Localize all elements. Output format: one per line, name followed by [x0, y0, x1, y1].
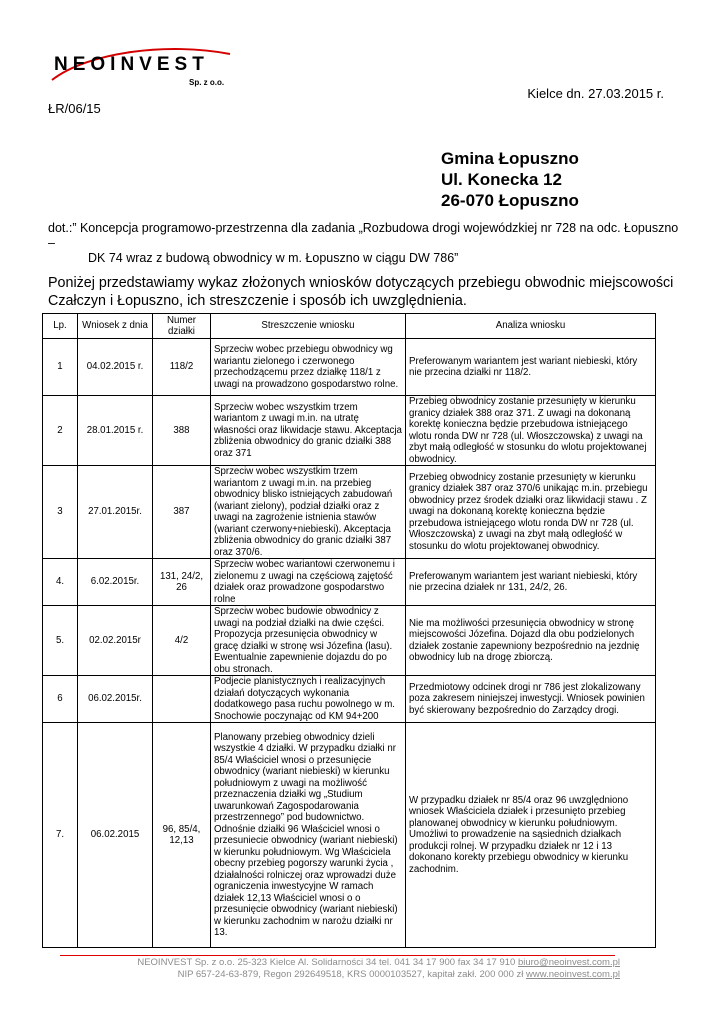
footer — [60, 957, 620, 981]
row-lp: 1 — [43, 339, 78, 396]
row-parcel: 388 — [153, 396, 211, 466]
row-summary: Planowany przebieg obwodnicy dzieli wszystkie 4 działki. W przypadku działki nr 85/4 Właściciel wnosi o przesunięcie obwodnicy (wariant niebieski) w kierunku południowym z uwagi na możliwość przeznaczenia działki wg „Studium uwarunkowań Zagospodarowania przestrzennego” pod budownictwo. Odnośnie działki 96 Właściciel wnosi o przesuniecie obwodnicy (wariant niebieski) w kierunku południowym. Wg Właściciela obecny przebieg pogorszy warunki życia , działalności rolniczej oraz wprowadzi duże ograniczenia inwestycyjne W ramach działek 12,13 Właściciel wnosi o o przesunięcie obwodnicy (wariant niebieski) w kierunku zachodnim w narożu działki nr 13. — [211, 723, 406, 948]
row-parcel: 96, 85/4, 12,13 — [153, 723, 211, 948]
footer-line-1 — [60, 957, 620, 969]
row-date: 28.01.2015 r. — [78, 396, 153, 466]
intro-paragraph: Poniżej przedstawiamy wykaz złożonych wniosków dotyczących przebiegu obwodnic miejscowości Czałczyn i Łopuszno, ich streszczenie i sposób ich uwzględnienia. — [48, 275, 674, 309]
header-date: Wniosek z dnia — [78, 314, 153, 339]
row-lp: 2 — [43, 396, 78, 466]
row-analysis: Przedmiotowy odcinek drogi nr 786 jest zlokalizowany poza zakresem niniejszej inwestycji. Wniosek powinien być skierowany bezpośrednio do Zarządcy drogi. — [406, 676, 656, 723]
row-summary: Sprzeciw wobec wszystkim trzem wariantom z uwagi m.in. na przebieg obwodnicy blisko istniejących zabudowań (wariant zielony), podział działki oraz z uwagi na zagrożenie istnienia stawów (wariant czerwony+niebieski). Akceptacja zbliżenia obwodnicy do granic działki 387 oraz 370/6. — [211, 466, 406, 559]
row-lp: 6 — [43, 676, 78, 723]
footer-email-link[interactable]: biuro@neoinvest.com.pl — [517, 957, 620, 968]
row-date: 04.02.2015 r. — [78, 339, 153, 396]
row-analysis: Nie ma możliwości przesunięcia obwodnicy w stronę miejscowości Józefina. Dojazd dla obu podzielonych działek zostanie zapewniony bezpośrednio na jezdnię obwodnicy lub na drogę zbiorczą. — [406, 606, 656, 676]
row-lp: 3 — [43, 466, 78, 559]
addressee-name: Gmina Łopuszno — [441, 149, 579, 168]
logo-legal-form: Sp. z o.o. — [189, 78, 225, 87]
table-row — [43, 559, 656, 606]
row-summary: Sprzeciw wobec wszystkim trzem wariantom z uwagi m.in. na utratę własności oraz likwidacje stawu. Akceptacja zbliżenia obwodnicy do granic działki 388 oraz 371 — [211, 396, 406, 466]
table-header-row — [43, 314, 656, 339]
header-lp: Lp. — [43, 314, 78, 339]
subject-line — [48, 221, 688, 266]
subject-line-2: DK 74 wraz z budową obwodnicy w m. Łopuszno w ciągu DW 786” — [88, 251, 459, 265]
row-summary: Sprzeciw wobec przebiegu obwodnicy wg wariantu zielonego i czerwonego przechodzącemu przez działkę 118/1 z uwagi na prowadzono gospodarstwo rolne. — [211, 339, 406, 396]
row-parcel: 131, 24/2, 26 — [153, 559, 211, 606]
row-analysis: W przypadku działek nr 85/4 oraz 96 uwzględniono wniosek Właściciela działek i przesunięto przebieg planowanej obwodnicy w kierunku południowym. Umożliwi to prowadzenie na sąsiednich działkach produkcji rolnej. W przypadku działek nr 12 i 13 dokonano korekty przebiegu obwodnicy w kierunku zachodnim. — [406, 723, 656, 948]
applications-table — [42, 313, 656, 948]
subject-line-1: dot.:” Koncepcja programowo-przestrzenna dla zadania „Rozbudowa drogi wojewódzkiej nr 728 na odc. Łopuszno – — [48, 221, 679, 250]
footer-address: NEOINVEST Sp. z o.o. 25-323 Kielce Al. Solidarności 34 tel. 041 34 17 900 fax 34 17 910 — [137, 957, 516, 968]
addressee-street: Ul. Konecka 12 — [441, 170, 562, 189]
company-logo — [48, 40, 238, 92]
table-row — [43, 606, 656, 676]
row-analysis: Przebieg obwodnicy zostanie przesunięty w kierunku granicy działek 388 oraz 371. Z uwagi na dokonaną korektę konieczna będzie przebudowa istniejącego wlotu ronda DW nr 728 (ul. Włoszczowska) z uwagi na zbyt małą odległość w stosunku do wlotu projektowanej obwodnicy. — [406, 396, 656, 466]
row-date: 02.02.2015r — [78, 606, 153, 676]
footer-line-2 — [60, 969, 620, 981]
table-row — [43, 723, 656, 948]
row-analysis: Preferowanym wariantem jest wariant niebieski, który nie przecina działki nr 118/2. — [406, 339, 656, 396]
row-parcel — [153, 676, 211, 723]
row-parcel: 387 — [153, 466, 211, 559]
logo-brand-name: NEOINVEST — [54, 54, 209, 75]
row-lp: 5. — [43, 606, 78, 676]
row-date: 06.02.2015r. — [78, 676, 153, 723]
row-parcel: 4/2 — [153, 606, 211, 676]
footer-registration: NIP 657-24-63-879, Regon 292649518, KRS 0000103527, kapitał zakł. 200 000 zł — [177, 969, 524, 980]
table-row — [43, 676, 656, 723]
row-analysis: Preferowanym wariantem jest wariant niebieski, który nie przecina działek nr 131, 24/2, 26. — [406, 559, 656, 606]
row-date: 6.02.2015r. — [78, 559, 153, 606]
row-analysis: Przebieg obwodnicy zostanie przesunięty w kierunku granicy działek 387 oraz 370/6 unikając m.in. przebiegu obwodnicy przez środek działki oraz likwidacji stawu . Z uwagi na dokonaną korektę konieczna będzie przebudowa istniejącego wlotu ronda DW nr 728 (ul. Włoszczowska) z uwagi na zbyt małą odległość w stosunku do wlotu projektowanej obwodnicy. — [406, 466, 656, 559]
row-summary: Sprzeciw wobec wariantowi czerwonemu i zielonemu z uwagi na częściową zajętość działek oraz prowadzone gospodarstwo rolne — [211, 559, 406, 606]
row-lp: 7. — [43, 723, 78, 948]
footer-website-link[interactable]: www.neoinvest.com.pl — [526, 969, 620, 980]
row-summary: Sprzeciw wobec budowie obwodnicy z uwagi na podział działki na dwie części. Propozycja przesunięcia obwodnicy w gracę działki w stronę wsi Józefina (lasu). Ewentualnie zapewnienie dojazdu do po obu stronach. — [211, 606, 406, 676]
row-summary: Podjecie planistycznych i realizacyjnych działań dotyczących wykonania dodatkowego pasa ruchu powolnego w m. Snochowie poczynając od KM 94+200 — [211, 676, 406, 723]
row-parcel: 118/2 — [153, 339, 211, 396]
addressee-block — [441, 148, 579, 211]
table-row — [43, 339, 656, 396]
reference-number: ŁR/06/15 — [48, 101, 101, 116]
header-summary: Streszczenie wniosku — [211, 314, 406, 339]
row-date: 06.02.2015 — [78, 723, 153, 948]
header-parcel: Numer działki — [153, 314, 211, 339]
table-row — [43, 466, 656, 559]
place-and-date: Kielce dn. 27.03.2015 r. — [527, 86, 664, 101]
addressee-city: 26-070 Łopuszno — [441, 191, 579, 210]
table-row — [43, 396, 656, 466]
row-lp: 4. — [43, 559, 78, 606]
header-analysis: Analiza wniosku — [406, 314, 656, 339]
row-date: 27.01.2015r. — [78, 466, 153, 559]
footer-divider — [60, 955, 615, 956]
